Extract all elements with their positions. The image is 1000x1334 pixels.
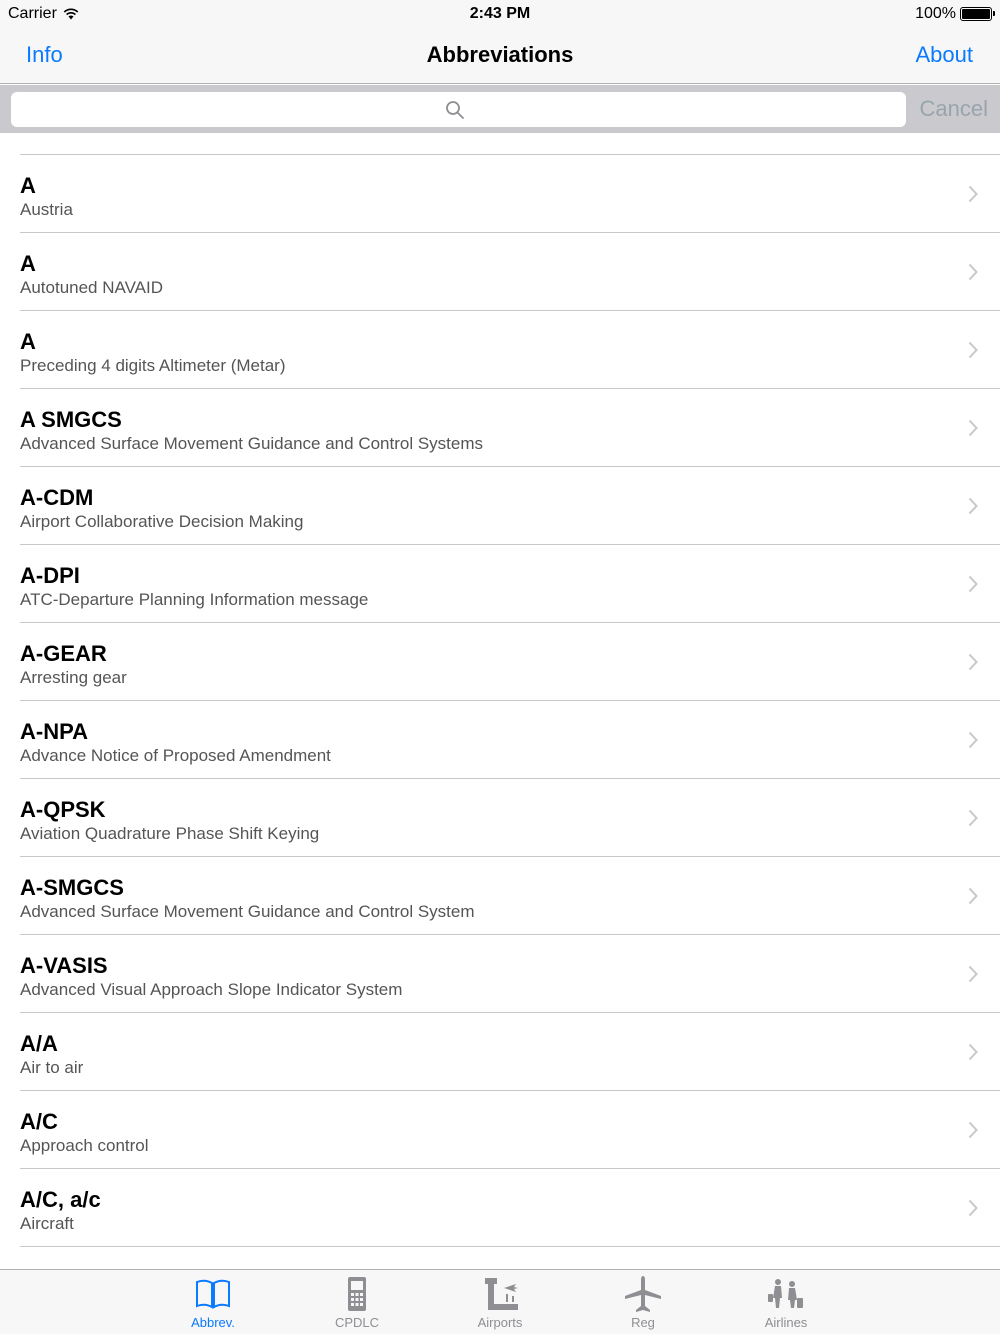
meaning-label: Airport Collaborative Decision Making	[20, 512, 304, 531]
abbreviation-label: A	[20, 251, 36, 276]
list-item[interactable]	[0, 857, 1000, 935]
meaning-label: Advanced Visual Approach Slope Indicator System	[20, 980, 403, 999]
tab-airports[interactable]	[450, 1270, 550, 1334]
abbreviation-label: A/A	[20, 1031, 58, 1056]
list-item[interactable]	[0, 389, 1000, 467]
chevron-right-icon	[968, 497, 978, 515]
chevron-right-icon	[968, 1121, 978, 1139]
meaning-label: Advanced Surface Movement Guidance and Control Systems	[20, 434, 484, 453]
chevron-right-icon	[968, 263, 978, 281]
chevron-right-icon	[968, 1199, 978, 1217]
passengers-icon	[766, 1274, 806, 1314]
abbreviation-label: A-GEAR	[20, 641, 107, 666]
list-item[interactable]	[0, 155, 1000, 233]
tab-label: CPDLC	[334, 1315, 380, 1330]
chevron-right-icon	[968, 965, 978, 983]
battery-icon	[960, 7, 992, 21]
abbreviation-label: A	[20, 173, 36, 198]
meaning-label: Autotuned NAVAID	[20, 278, 164, 297]
list-item[interactable]	[0, 1013, 1000, 1091]
list-item[interactable]	[0, 779, 1000, 857]
clock: 2:43 PM	[469, 5, 531, 22]
tab-label: Reg	[631, 1315, 655, 1330]
chevron-right-icon	[968, 731, 978, 749]
battery-level	[962, 9, 990, 19]
meaning-label: Arresting gear	[20, 668, 127, 687]
book-icon	[193, 1274, 233, 1314]
tab-abbrev[interactable]	[163, 1270, 263, 1334]
page-title: Abbreviations	[426, 42, 574, 67]
abbreviation-label: A SMGCS	[20, 407, 122, 432]
meaning-label: Advance Notice of Proposed Amendment	[20, 746, 331, 765]
abbreviation-label: A-DPI	[20, 563, 80, 588]
chevron-right-icon	[968, 575, 978, 593]
airplane-icon	[623, 1274, 663, 1314]
tab-cpdlc[interactable]	[307, 1270, 407, 1334]
about-button[interactable]: About	[915, 42, 973, 67]
search-input[interactable]	[11, 92, 906, 127]
list-item[interactable]	[0, 1091, 1000, 1169]
tab-label: Airports	[477, 1315, 523, 1330]
list-item[interactable]	[0, 545, 1000, 623]
list-item-partial	[0, 133, 1000, 155]
chevron-right-icon	[968, 809, 978, 827]
abbreviation-list[interactable]	[0, 133, 1000, 1269]
chevron-right-icon	[968, 1043, 978, 1061]
search-bar	[0, 85, 1000, 133]
list-item[interactable]	[0, 623, 1000, 701]
meaning-label: Aircraft	[20, 1214, 74, 1233]
tab-airlines[interactable]	[736, 1270, 836, 1334]
meaning-label: Advanced Surface Movement Guidance and Control System	[20, 902, 475, 921]
chevron-right-icon	[968, 419, 978, 437]
chevron-right-icon	[968, 341, 978, 359]
tab-bar	[0, 1269, 1000, 1334]
tab-label: Airlines	[764, 1315, 808, 1330]
abbreviation-label: A	[20, 329, 36, 354]
abbreviation-label: A/C	[20, 1109, 58, 1134]
meaning-label: ATC-Departure Planning Information message	[20, 590, 369, 609]
tower-icon	[480, 1274, 520, 1314]
chevron-right-icon	[968, 887, 978, 905]
list-item-partial	[0, 1247, 1000, 1269]
list-item[interactable]	[0, 467, 1000, 545]
abbreviation-label: A-NPA	[20, 719, 89, 744]
chevron-right-icon	[968, 185, 978, 203]
carrier-label: Carrier	[8, 5, 57, 22]
meaning-label: Aviation Quadrature Phase Shift Keying	[20, 824, 320, 843]
battery-indicator	[915, 5, 992, 23]
list-item[interactable]	[0, 935, 1000, 1013]
abbreviation-label: A/C, a/c	[20, 1187, 101, 1212]
list-item[interactable]	[0, 701, 1000, 779]
battery-percent: 100%	[915, 5, 956, 22]
phone-icon	[337, 1274, 377, 1314]
abbreviation-label: A-VASIS	[20, 953, 108, 978]
meaning-label: Approach control	[20, 1136, 149, 1155]
info-button[interactable]: Info	[26, 42, 63, 67]
tab-reg[interactable]	[593, 1270, 693, 1334]
search-icon	[445, 100, 465, 120]
meaning-label: Preceding 4 digits Altimeter (Metar)	[20, 356, 286, 375]
list-item[interactable]	[0, 233, 1000, 311]
cancel-button[interactable]: Cancel	[919, 96, 988, 121]
status-bar	[0, 0, 1000, 28]
list-item[interactable]	[0, 311, 1000, 389]
abbreviation-label: A-CDM	[20, 485, 94, 510]
tab-label: Abbrev.	[191, 1315, 235, 1330]
abbreviation-label: A-QPSK	[20, 797, 106, 822]
meaning-label: Austria	[20, 200, 73, 219]
meaning-label: Air to air	[20, 1058, 84, 1077]
chevron-right-icon	[968, 653, 978, 671]
navigation-bar	[0, 28, 1000, 84]
abbreviation-label: A-SMGCS	[20, 875, 124, 900]
list-item[interactable]	[0, 1169, 1000, 1247]
